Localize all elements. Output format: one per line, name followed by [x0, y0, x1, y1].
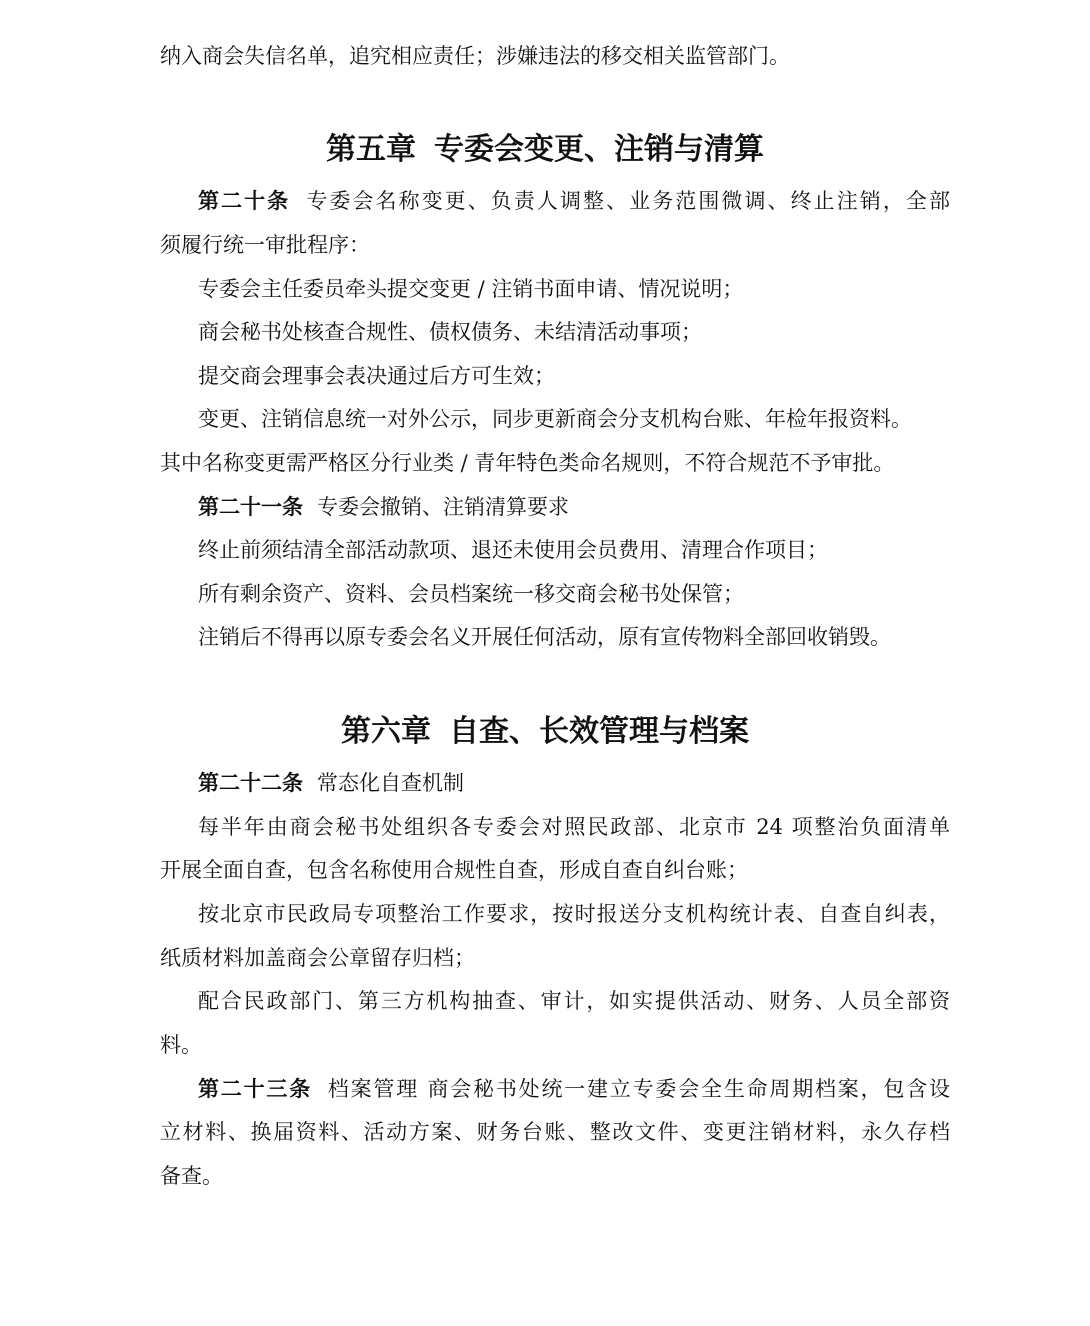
text-line: 所有剩余资产、资料、会员档案统一移交商会秘书处保管； — [198, 582, 744, 606]
text-line: 按北京市民政局专项整治工作要求，按时报送分支机构统计表、自查自纠表， — [198, 902, 950, 926]
text-line: 其中名称变更需严格区分行业类 / 青年特色类命名规则，不符合规范不予审批。 — [160, 451, 895, 475]
article-label: 第二十二条 — [198, 771, 303, 795]
article-text: 专委会名称变更、负责人调整、业务范围微调、终止注销，全部 — [304, 189, 950, 213]
text-line: 提交商会理事会表决通过后方可生效； — [198, 364, 555, 388]
article-text: 档案管理 商会秘书处统一建立专委会全生命周期档案，包含设 — [326, 1077, 950, 1101]
text-line: 纳入商会失信名单，追究相应责任；涉嫌违法的移交相关监管部门。 — [160, 44, 790, 68]
chapter-title: 自查、长效管理与档案 — [449, 714, 749, 749]
article-paragraph — [198, 187, 950, 215]
text-line: 注销后不得再以原专委会名义开展任何活动，原有宣传物料全部回收销毁。 — [198, 625, 891, 649]
text-line: 配合民政部门、第三方机构抽查、审计，如实提供活动、财务、人员全部资 — [198, 989, 950, 1013]
text-line: 每半年由商会秘书处组织各专委会对照民政部、北京市 24 项整治负面清单 — [198, 815, 950, 839]
text-line: 专委会主任委员牵头提交变更 / 注销书面申请、情况说明； — [198, 277, 744, 301]
text-line: 终止前须结清全部活动款项、退还未使用会员费用、清理合作项目； — [198, 538, 828, 562]
text-line: 料。 — [160, 1033, 202, 1057]
article-title: 常态化自查机制 — [317, 771, 464, 795]
chapter-heading — [0, 130, 1090, 170]
chapter-number: 第五章 — [326, 132, 416, 167]
text-line: 商会秘书处核查合规性、债权债务、未结清活动事项； — [198, 320, 702, 344]
text-line: 变更、注销信息统一对外公示，同步更新商会分支机构台账、年检年报资料。 — [198, 407, 912, 431]
article-paragraph — [198, 1075, 950, 1103]
text-line: 备查。 — [160, 1164, 223, 1188]
article-paragraph — [198, 769, 950, 797]
article-title: 专委会撤销、注销清算要求 — [317, 495, 569, 519]
text-line: 纸质材料加盖商会公章留存归档； — [160, 946, 475, 970]
article-label: 第二十条 — [198, 189, 291, 213]
article-paragraph — [198, 493, 950, 521]
chapter-title: 专委会变更、注销与清算 — [434, 132, 764, 167]
chapter-number: 第六章 — [341, 714, 431, 749]
text-line: 须履行统一审批程序： — [160, 233, 370, 257]
text-line: 开展全面自查，包含名称使用合规性自查，形成自查自纠台账； — [160, 858, 748, 882]
article-label: 第二十一条 — [198, 495, 303, 519]
article-label: 第二十三条 — [198, 1077, 312, 1101]
text-line: 立材料、换届资料、活动方案、财务台账、整改文件、变更注销材料，永久存档 — [160, 1120, 950, 1144]
chapter-heading — [0, 712, 1090, 752]
